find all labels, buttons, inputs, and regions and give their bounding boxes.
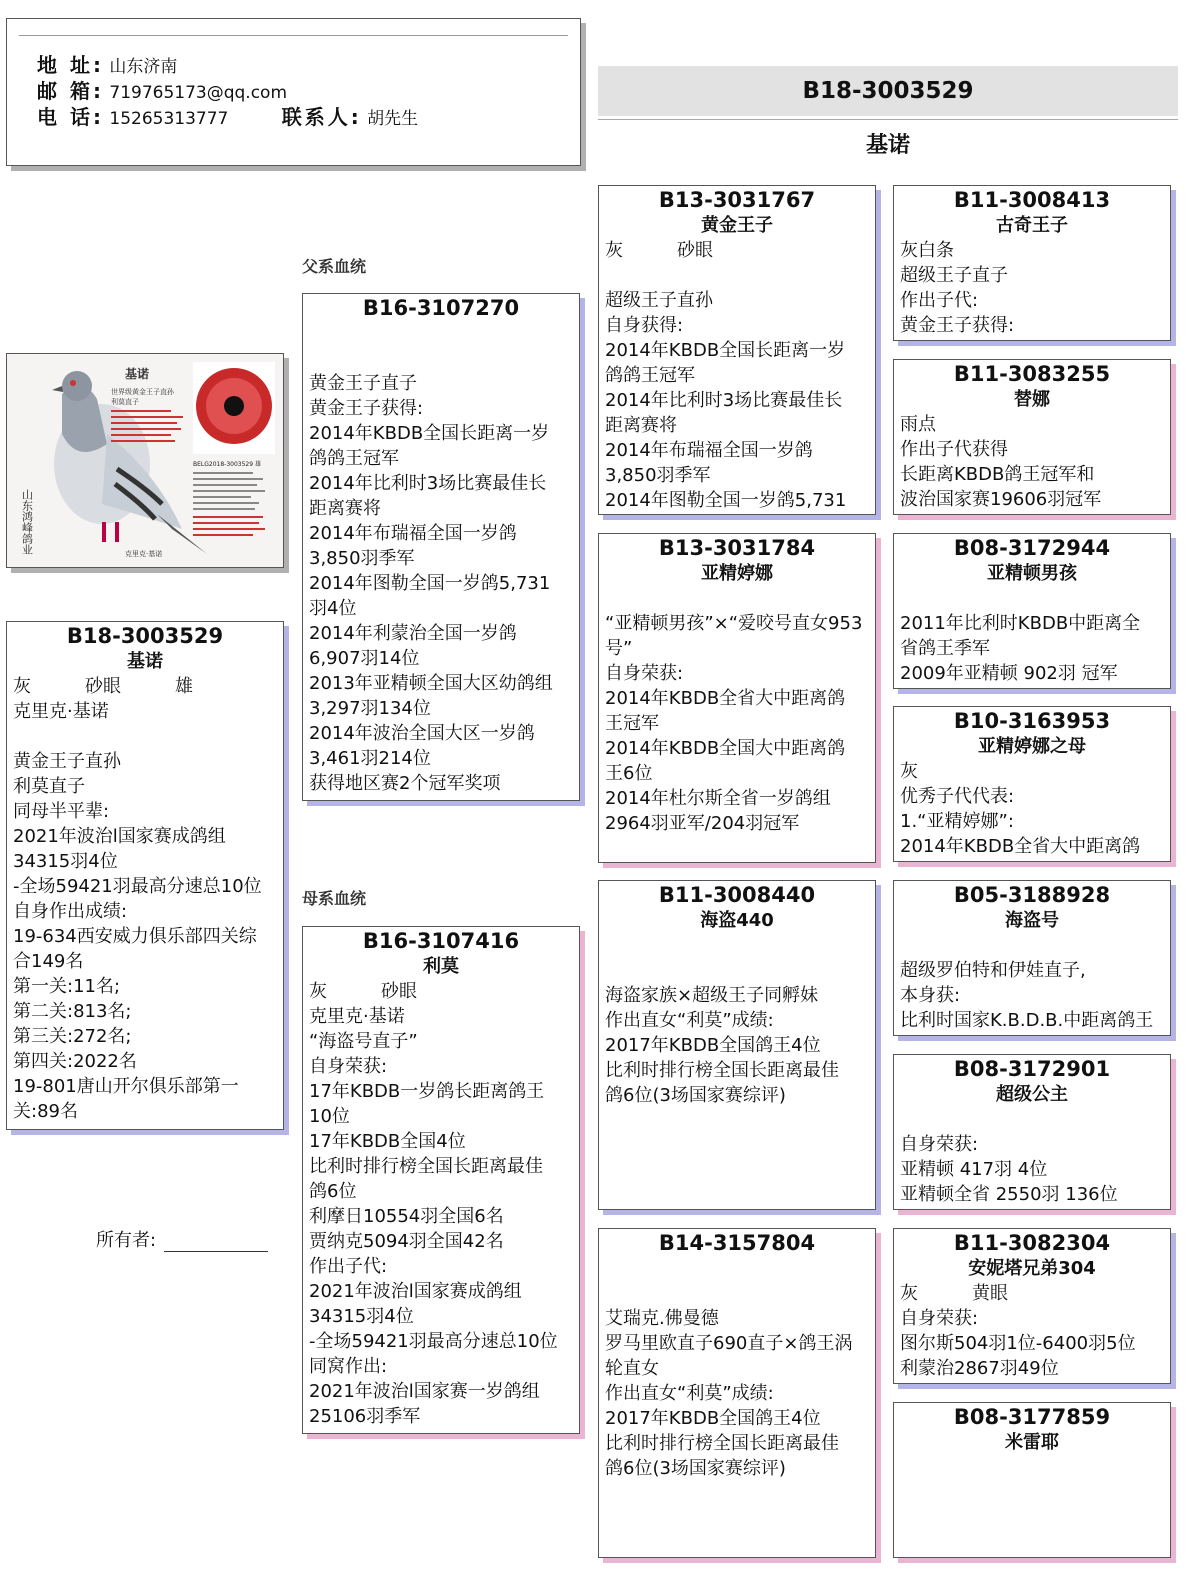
detail-line [599, 958, 875, 983]
detail-line: 灰 [900, 761, 918, 782]
grandparent-name [599, 1256, 875, 1281]
grandparent-details [599, 586, 875, 836]
dam-details [303, 979, 579, 1429]
granddam-maternal-card [598, 1228, 876, 1558]
detail-line: 灰 砂眼 [309, 981, 417, 1002]
contact-person-label: 联系人: [281, 105, 362, 129]
detail-line: 利莫直子 [13, 776, 85, 797]
detail-line: 2011年比利时KBDB中距离全 [900, 613, 1141, 634]
detail-line: 2017年KBDB全国鸽王4位 [605, 1035, 821, 1056]
address-row [37, 49, 177, 78]
detail-line: 自身荣获: [900, 1134, 979, 1155]
detail-line: 第二关:813名; [13, 1001, 132, 1022]
detail-line: 鸽6位(3场国家赛综评) [605, 1085, 786, 1106]
detail-line: “海盗号直子” [309, 1031, 418, 1052]
sire-name [303, 321, 579, 346]
detail-line [303, 346, 579, 371]
detail-line [894, 933, 1170, 958]
detail-line: 海盗家族×超级王子同孵妹 [605, 985, 819, 1006]
detail-line: 2014年KBDB全国大中距离鸽 [605, 738, 846, 759]
great-grandparent-details [894, 412, 1170, 512]
address-label: 地 址: [37, 53, 104, 77]
detail-line: 贾纳克5094羽全国42名 [309, 1231, 504, 1252]
photo-side-text: 山东鸿峰鸽业 [20, 489, 34, 555]
great-grandparent-name: 亚精顿男孩 [987, 563, 1077, 584]
detail-line: “亚精顿男孩”×“爱咬号直女953 [605, 613, 863, 634]
great-grandparent-details [894, 238, 1170, 338]
detail-line: 2014年比利时3场比赛最佳长 [605, 390, 843, 411]
detail-line: 关:89名 [13, 1101, 78, 1122]
detail-line: 2021年波治l国家赛一岁鸽组 [309, 1381, 540, 1402]
detail-line: 比利时排行榜全国长距离最佳 [605, 1060, 839, 1081]
subject-name: 基诺 [127, 651, 163, 672]
great-grandparent-details [894, 586, 1170, 686]
sire-card [302, 293, 580, 801]
grandparent-name: 海盗440 [700, 910, 774, 931]
grandparent-name: 亚精婷娜 [701, 563, 773, 584]
detail-line: 灰 砂眼 雄 [13, 676, 193, 697]
dam-section-label: 母系血统 [302, 889, 367, 908]
great-grandparent-name: 替娜 [1014, 389, 1050, 410]
detail-line: 第四关:2022名 [13, 1051, 137, 1072]
detail-line: 2014年KBDB全省大中距离鸽 [605, 688, 846, 709]
detail-line [599, 1281, 875, 1306]
detail-line: 2014年KBDB全省大中距离鸽 [900, 836, 1141, 857]
detail-line: 同窝作出: [309, 1356, 388, 1377]
detail-line: 自身作出成绩: [13, 901, 128, 922]
grandparent-details [599, 933, 875, 1108]
detail-line: -全场59421羽最高分速总10位 [309, 1331, 558, 1352]
contact-box [6, 18, 581, 166]
detail-line: 作出直女“利莫”成绩: [605, 1010, 774, 1031]
great-grandparent-name: 米雷耶 [1005, 1432, 1059, 1453]
photo-footer: 克里克·基诺 [125, 550, 163, 558]
owner-signature-line[interactable] [164, 1233, 268, 1252]
detail-line: 2014年布瑞福全国一岁鸽 [309, 523, 517, 544]
grandparent-details [599, 238, 875, 513]
detail-line: 灰白条 [900, 240, 954, 261]
great-grandparent-card-6 [893, 1054, 1171, 1210]
great-grandparent-name: 亚精婷娜之母 [978, 736, 1086, 757]
detail-line [599, 933, 875, 958]
detail-line: 3,850羽季军 [309, 548, 415, 569]
detail-line [894, 1107, 1170, 1132]
great-grandparent-name: 超级公主 [996, 1084, 1068, 1105]
subject-ring: B18-3003529 [66, 624, 224, 648]
grandparent-name: 黄金王子 [701, 215, 773, 236]
detail-line: 优秀子代代表: [900, 786, 1015, 807]
email-value[interactable]: 719765173@qq.com [109, 83, 288, 103]
grandsire-maternal-card [598, 880, 876, 1210]
great-grandparent-card-5 [893, 880, 1171, 1036]
detail-line: 利摩日10554羽全国6名 [309, 1206, 504, 1227]
title-divider [598, 119, 1178, 120]
pedigree-subject-name: 基诺 [865, 133, 910, 158]
detail-line: 3,850羽季军 [605, 465, 711, 486]
great-grandparent-card-7 [893, 1228, 1171, 1384]
detail-line: 作出子代: [309, 1256, 388, 1277]
detail-line: 艾瑞克.佛曼德 [605, 1308, 719, 1329]
detail-line: 作出子代获得 [900, 439, 1008, 460]
detail-line: 自身荣获: [900, 1308, 979, 1329]
great-grandparent-name: 古奇王子 [996, 215, 1068, 236]
detail-line: 2017年KBDB全国鸽王4位 [605, 1408, 821, 1429]
detail-line: 比利时国家K.B.D.B.中距离鸽王 [900, 1010, 1154, 1031]
great-grandparent-ring: B11-3082304 [953, 1231, 1111, 1255]
detail-line: 获得地区赛2个冠军奖项 [309, 773, 501, 794]
detail-line: 3,461羽214位 [309, 748, 431, 769]
detail-line: 比利时排行榜全国长距离最佳 [605, 1433, 839, 1454]
detail-line: 雨点 [900, 414, 936, 435]
contact-person-value: 胡先生 [367, 109, 419, 129]
detail-line: 克里克·基诺 [13, 701, 109, 722]
detail-line: 1.“亚精婷娜”: [900, 811, 1014, 832]
great-grandparent-ring: B08-3172944 [953, 536, 1111, 560]
sire-details [303, 346, 579, 796]
grandparent-ring: B13-3031767 [658, 188, 816, 212]
detail-line: 第一关:11名; [13, 976, 121, 997]
great-grandparent-ring: B08-3172901 [953, 1057, 1111, 1081]
detail-line: 10位 [309, 1106, 350, 1127]
detail-line: 合149名 [13, 951, 84, 972]
great-grandparent-ring: B10-3163953 [953, 709, 1111, 733]
detail-line: 自身荣获: [605, 663, 684, 684]
email-label: 邮 箱: [37, 79, 104, 103]
grandsire-paternal-card [598, 185, 876, 515]
detail-line: 鸽6位 [309, 1181, 357, 1202]
pigeon-photo [7, 354, 283, 567]
great-grandparent-card-4 [893, 706, 1171, 862]
great-grandparent-details [894, 759, 1170, 859]
detail-line [599, 263, 875, 288]
detail-line: 2014年杜尔斯全省一岁鸽组 [605, 788, 831, 809]
detail-line: 2014年图勒全国一岁鸽5,731 [605, 490, 847, 511]
detail-line: 罗马里欧直子690直子×鸽王涡 [605, 1333, 853, 1354]
dam-ring: B16-3107416 [362, 929, 520, 953]
detail-line: 鸽鸽王冠军 [309, 448, 399, 469]
detail-line: 比利时排行榜全国长距离最佳 [309, 1156, 543, 1177]
detail-line: 同母半平辈: [13, 801, 110, 822]
detail-line: 王冠军 [605, 713, 659, 734]
detail-line: 17年KBDB一岁鸽长距离鸽王 [309, 1081, 545, 1102]
detail-line: 距离赛将 [605, 415, 677, 436]
detail-line: 19-801唐山开尔俱乐部第一 [13, 1076, 239, 1097]
subject-card [6, 621, 284, 1130]
detail-line: 利蒙治2867羽49位 [900, 1358, 1059, 1379]
detail-line: 亚精顿全省 2550羽 136位 [900, 1184, 1118, 1205]
granddam-paternal-card [598, 533, 876, 863]
detail-line: 自身获得: [605, 315, 684, 336]
sire-section-label: 父系血统 [302, 257, 367, 276]
detail-line: 长距离KBDB鸽王冠军和 [900, 464, 1095, 485]
great-grandparent-ring: B11-3083255 [953, 362, 1111, 386]
detail-line: 19-634西安威力俱乐部四关综 [13, 926, 257, 947]
owner-field [96, 1226, 268, 1252]
detail-line: 黄金王子直子 [309, 373, 417, 394]
phone-label: 电 话: [37, 105, 104, 129]
detail-line: 2021年波治l国家赛成鸽组 [309, 1281, 522, 1302]
detail-line: 轮直女 [605, 1358, 659, 1379]
email-row [37, 75, 287, 104]
address-value: 山东济南 [109, 57, 178, 77]
detail-line: 34315羽4位 [13, 851, 118, 872]
photo-title: 基诺 [125, 367, 150, 381]
detail-line [894, 586, 1170, 611]
detail-line: 34315羽4位 [309, 1306, 414, 1327]
detail-line: 鸽鸽王冠军 [605, 365, 695, 386]
detail-line: 羽4位 [309, 598, 357, 619]
detail-line: 2964羽亚军/204羽冠军 [605, 813, 800, 834]
detail-line: 2014年利蒙治全国一岁鸽 [309, 623, 517, 644]
detail-line: 王6位 [605, 763, 653, 784]
pigeon-photo-card [6, 353, 284, 568]
photo-ring: BELG2018-3003529 雄 [193, 461, 261, 468]
grandparent-ring: B13-3031784 [658, 536, 816, 560]
detail-line: 距离赛将 [309, 498, 381, 519]
great-grandparent-name: 海盗号 [1005, 910, 1059, 931]
detail-line: 17年KBDB全国4位 [309, 1131, 466, 1152]
phone-value: 15265313777 [109, 109, 229, 129]
detail-line: 省鸽王季军 [900, 638, 990, 659]
detail-line: 2021年波治l国家赛成鸽组 [13, 826, 226, 847]
detail-line: 克里克·基诺 [309, 1006, 405, 1027]
detail-line: 黄金王子获得: [900, 315, 1015, 336]
detail-line: 2014年波治全国大区一岁鸽 [309, 723, 535, 744]
great-grandparent-ring: B05-3188928 [953, 883, 1111, 907]
owner-label: 所有者: [96, 1230, 157, 1251]
subject-details [7, 674, 283, 1124]
detail-line: 第三关:272名; [13, 1026, 132, 1047]
grandparent-ring: B11-3008440 [658, 883, 816, 907]
great-grandparent-card-2 [893, 359, 1171, 515]
detail-line: 6,907羽14位 [309, 648, 420, 669]
detail-line: 超级王子直孙 [605, 290, 713, 311]
detail-line: 本身获: [900, 985, 961, 1006]
great-grandparent-card-3 [893, 533, 1171, 689]
detail-line: 亚精顿 417羽 4位 [900, 1159, 1048, 1180]
detail-line: 作出直女“利莫”成绩: [605, 1383, 774, 1404]
grandparent-details [599, 1281, 875, 1481]
detail-line: 2014年图勒全国一岁鸽5,731 [309, 573, 551, 594]
great-grandparent-name: 安妮塔兄弟304 [968, 1258, 1096, 1279]
detail-line: 2014年布瑞福全国一岁鸽 [605, 440, 813, 461]
detail-line: -全场59421羽最高分速总10位 [13, 876, 262, 897]
phone-row [37, 101, 418, 130]
great-grandparent-card-8 [893, 1402, 1171, 1558]
detail-line: 超级罗伯特和伊娃直子, [900, 960, 1086, 981]
detail-line: 图尔斯504羽1位-6400羽5位 [900, 1333, 1136, 1354]
detail-line: 鸽6位(3场国家赛综评) [605, 1458, 786, 1479]
sire-ring: B16-3107270 [362, 296, 520, 320]
detail-line [7, 724, 283, 749]
great-grandparent-ring: B11-3008413 [953, 188, 1111, 212]
grandparent-ring: B14-3157804 [658, 1231, 816, 1255]
detail-line: 2009年亚精顿 902羽 冠军 [900, 663, 1118, 684]
great-grandparent-details [894, 1281, 1170, 1381]
detail-line: 2014年KBDB全国长距离一岁 [605, 340, 846, 361]
detail-line: 超级王子直子 [900, 265, 1008, 286]
great-grandparent-details [894, 1107, 1170, 1207]
detail-line: 黄金王子获得: [309, 398, 424, 419]
detail-line [599, 586, 875, 611]
detail-line: 作出子代: [900, 290, 979, 311]
contact-divider [19, 35, 568, 36]
detail-line: 灰 砂眼 [605, 240, 713, 261]
dam-card [302, 926, 580, 1434]
pedigree-title-bar: B18-3003529 [598, 66, 1178, 116]
detail-line: 2014年KBDB全国长距离一岁 [309, 423, 550, 444]
detail-line: 号” [605, 638, 633, 659]
photo-line-1: 世界级黄金王子直孙 [111, 388, 174, 396]
photo-line-2: 利莫直子 [111, 398, 139, 406]
detail-line: 自身荣获: [309, 1056, 388, 1077]
detail-line: 波治国家赛19606羽冠军 [900, 489, 1102, 510]
detail-line: 2013年亚精顿全国大区幼鸽组 [309, 673, 553, 694]
great-grandparent-card-1 [893, 185, 1171, 341]
dam-name: 利莫 [423, 956, 459, 977]
great-grandparent-details [894, 933, 1170, 1033]
detail-line: 黄金王子直孙 [13, 751, 121, 772]
detail-line: 25106羽季军 [309, 1406, 421, 1427]
detail-line: 3,297羽134位 [309, 698, 431, 719]
great-grandparent-ring: B08-3177859 [953, 1405, 1111, 1429]
detail-line: 灰 黄眼 [900, 1283, 1008, 1304]
detail-line: 2014年比利时3场比赛最佳长 [309, 473, 547, 494]
